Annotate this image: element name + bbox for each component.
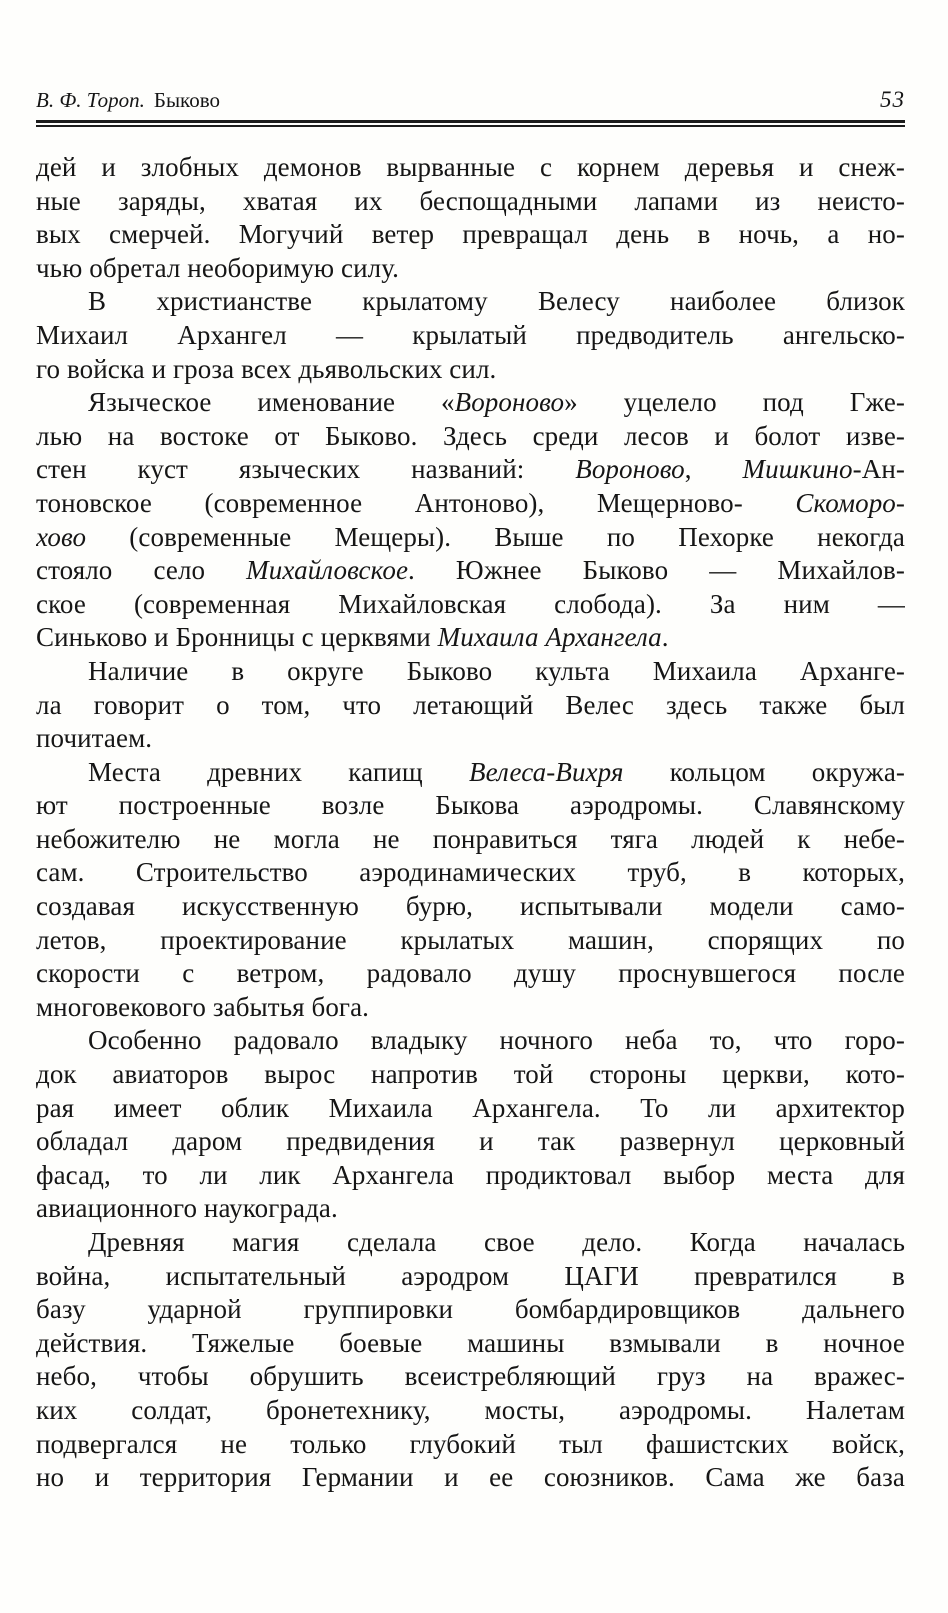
- page-number: 53: [880, 87, 905, 112]
- text-run: .: [661, 622, 669, 653]
- text-line: [36, 1394, 905, 1428]
- text-run: рая имеет облик Михаила Архангела. То ли архитектор: [36, 1092, 905, 1123]
- text-line: [36, 1092, 905, 1126]
- text-run: Наличие в округе Быково культа Михаила Арханге-: [88, 655, 905, 686]
- text-run: стояло село: [36, 555, 247, 586]
- text-line: [36, 1461, 905, 1495]
- text-run: авиационного наукограда.: [36, 1193, 338, 1224]
- text-line: [36, 185, 905, 219]
- text-line: [36, 1260, 905, 1294]
- italic-run: Велеса-Вихря: [469, 756, 624, 787]
- text-run: го войска и гроза всех дьявольских сил.: [36, 353, 497, 384]
- text-line: [36, 386, 905, 420]
- body-text: [36, 151, 905, 1495]
- text-run: вых смерчей. Могучий ветер превращал день в ночь, а но-: [36, 219, 905, 250]
- italic-run: Михаила Архангела: [437, 622, 662, 653]
- text-line: [36, 151, 905, 185]
- header-rule: [36, 120, 905, 127]
- text-run: сам. Строительство аэродинамических труб, в которых,: [36, 857, 905, 888]
- text-line: [36, 890, 905, 924]
- text-run: скорости с ветром, радовало душу проснувшегося после: [36, 958, 905, 989]
- text-run: ют построенные возле Быкова аэродромы. Славянскому: [36, 790, 905, 821]
- italic-run: Скоморо-: [795, 487, 905, 518]
- text-run: . Южнее Быково — Михайлов-: [408, 555, 905, 586]
- text-run: базу ударной группировки бомбардировщиков дальнего: [36, 1294, 905, 1325]
- text-line: [36, 588, 905, 622]
- text-run: Особенно радовало владыку ночного неба то, что горо-: [88, 1025, 905, 1056]
- text-line: [36, 1360, 905, 1394]
- text-run: небо, чтобы обрушить всеистребляющий груз на вражес-: [36, 1361, 905, 1392]
- text-line: [36, 353, 905, 387]
- text-run: почитаем.: [36, 723, 153, 754]
- page-header: [36, 88, 905, 112]
- text-run: чью обретал необоримую силу.: [36, 252, 399, 283]
- text-line: [36, 655, 905, 689]
- text-line: [36, 420, 905, 454]
- text-run: дей и злобных демонов вырванные с корнем деревья и снеж-: [36, 152, 905, 182]
- text-run: создавая искусственную бурю, испытывали модели само-: [36, 891, 905, 922]
- text-run: лью на востоке от Быково. Здесь среди лесов и болот изве-: [36, 420, 905, 451]
- text-line: [36, 1159, 905, 1193]
- text-line: [36, 789, 905, 823]
- italic-run: Михайловское: [246, 555, 409, 586]
- text-line: [36, 924, 905, 958]
- text-line: [36, 621, 905, 655]
- text-run: Древняя магия сделала свое дело. Когда началась: [88, 1227, 905, 1257]
- text-line: [36, 487, 905, 521]
- text-run: ,: [684, 454, 743, 485]
- text-run: подвергался не только глубокий тыл фашистских войск,: [36, 1428, 905, 1459]
- text-line: [36, 1058, 905, 1092]
- running-title: Быково: [153, 88, 220, 112]
- text-line: [36, 252, 905, 286]
- text-run: -Ан-: [852, 454, 905, 485]
- text-line: [36, 554, 905, 588]
- text-run: ла говорит о том, что летающий Велес здесь также был: [36, 689, 905, 720]
- italic-run: Вороново: [454, 387, 565, 418]
- text-run: тоновское (современное Антоново), Мещерново-: [36, 487, 796, 518]
- text-run: (современные Мещеры). Выше по Пехорке некогда: [86, 521, 905, 552]
- running-head: [36, 88, 220, 112]
- text-run: ких солдат, бронетехнику, мосты, аэродромы. Налетам: [36, 1394, 905, 1425]
- text-run: кольцом окружа-: [623, 756, 905, 787]
- text-run: фасад, то ли лик Архангела продиктовал выбор места для: [36, 1159, 905, 1190]
- text-run: ные заряды, хватая их беспощадными лапами из неисто-: [36, 185, 905, 216]
- italic-run: Вороново: [575, 454, 685, 485]
- text-line: [36, 722, 905, 756]
- text-run: Места древних капищ: [88, 756, 469, 787]
- text-line: [36, 1293, 905, 1327]
- text-run: В христианстве крылатому Велесу наиболее близок: [88, 286, 905, 317]
- text-run: Языческое именование «: [88, 387, 455, 418]
- running-author: В. Ф. Тороп.: [36, 88, 145, 112]
- text-line: [36, 1192, 905, 1226]
- text-line: [36, 1226, 905, 1260]
- text-line: [36, 689, 905, 723]
- text-line: [36, 1428, 905, 1462]
- text-line: [36, 319, 905, 353]
- text-line: [36, 521, 905, 555]
- text-line: [36, 856, 905, 890]
- italic-run: хово: [36, 521, 87, 552]
- text-line: [36, 756, 905, 790]
- text-run: но и территория Германии и ее союзников. Сама же база: [36, 1462, 905, 1493]
- text-run: действия. Тяжелые боевые машины взмывали в ночное: [36, 1327, 905, 1358]
- text-line: [36, 957, 905, 991]
- text-run: летов, проектирование крылатых машин, спорящих по: [36, 924, 905, 955]
- text-run: война, испытательный аэродром ЦАГИ превратился в: [36, 1260, 905, 1291]
- italic-run: Мишкино: [742, 454, 853, 485]
- text-run: небожителю не могла не понравиться тяга людей к небе-: [36, 823, 905, 854]
- text-run: стен куст языческих названий:: [36, 454, 576, 485]
- text-line: [36, 991, 905, 1025]
- text-run: обладал даром предвидения и так развернул церковный: [36, 1126, 905, 1157]
- text-line: [36, 1024, 905, 1058]
- text-line: [36, 1125, 905, 1159]
- text-run: Михаил Архангел — крылатый предводитель ангельско-: [36, 319, 905, 350]
- text-line: [36, 218, 905, 252]
- text-run: Синьково и Бронницы с церквями: [36, 622, 438, 653]
- text-line: [36, 453, 905, 487]
- text-line: [36, 1327, 905, 1361]
- text-run: многовекового забытья бога.: [36, 991, 370, 1022]
- text-run: ское (современная Михайловская слобода). За ним —: [36, 588, 905, 619]
- text-run: » уцелело под Гже-: [564, 387, 905, 418]
- text-line: [36, 285, 905, 319]
- text-run: док авиаторов вырос напротив той стороны церкви, кото-: [36, 1059, 905, 1090]
- text-line: [36, 823, 905, 857]
